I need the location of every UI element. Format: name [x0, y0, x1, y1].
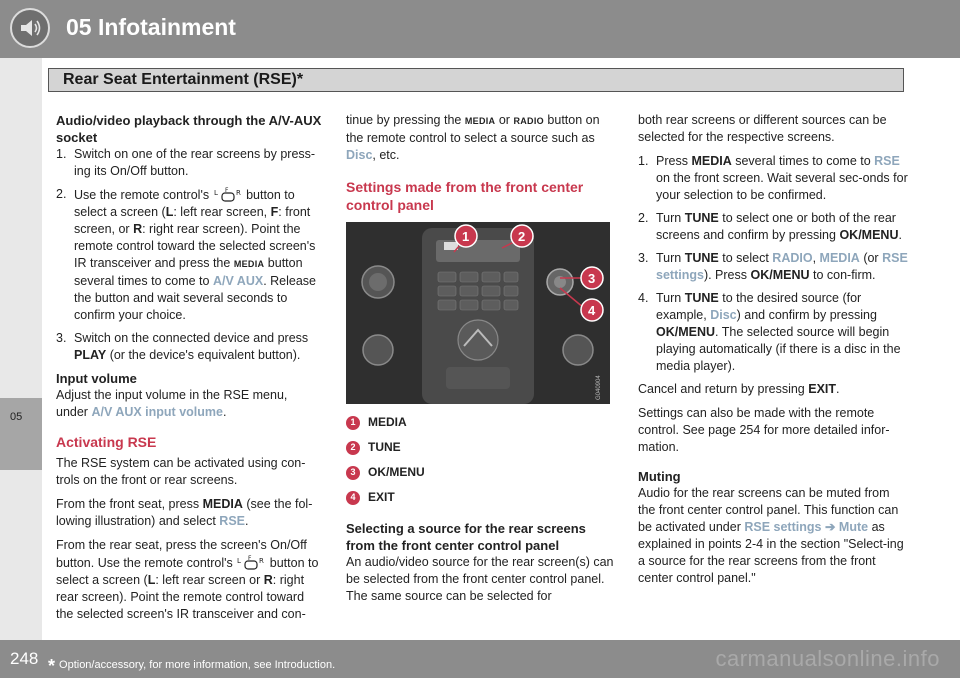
list-item: 4. Turn TUNE to the desired source (for example, Disc) and confirm by pressing OK/MENU. The selected source will begin playing automatically (if there is a disc in the media player). — [638, 291, 901, 373]
callout-3: 3 — [588, 271, 596, 286]
arrow-right-icon: ➔ — [824, 520, 836, 534]
heading-muting: Muting — [638, 469, 681, 484]
column-1 — [56, 112, 322, 630]
heading-select-source: Selecting a source for the rear screens from the front center control panel — [346, 521, 586, 553]
chapter-tab — [0, 398, 42, 470]
paragraph: The RSE system can be activated using con-trols on the front or rear screens. — [56, 456, 306, 487]
chapter-title: 05 Infotainment — [66, 14, 236, 40]
watermark: carmanualsonline.info — [715, 646, 940, 671]
callout-bullet: 3 — [346, 466, 360, 480]
list-item: 2. Turn TUNE to select one or both of the rear screens and confirm by pressing OK/MENU. — [638, 211, 902, 242]
paragraph: Adjust the input volume in the RSE menu, under A/V AUX input volume. — [56, 388, 288, 419]
remote-control-icon — [213, 186, 243, 202]
page-footer — [0, 640, 960, 678]
paragraph: tinue by pressing the MEDIA or RADIO button on the remote control to select a source such as Disc, etc. — [346, 113, 600, 162]
footnote: * Option/accessory, for more information, see Introduction. — [48, 656, 336, 676]
legend-item: 2 TUNE — [346, 439, 614, 456]
heading-front-panel-settings: Settings made from the front center control panel — [346, 179, 584, 213]
remote-control-icon — [236, 554, 266, 570]
page-number: 248 — [10, 649, 39, 668]
heading-av-aux: Audio/video playback through the A/V-AUX socket — [56, 113, 322, 145]
svg-text:L: L — [213, 189, 218, 197]
av-aux-steps — [56, 146, 322, 364]
callout-bullet: 2 — [346, 441, 360, 455]
chapter-header — [0, 0, 960, 58]
heading-activating-rse: Activating RSE — [56, 434, 157, 450]
figure-code: G040904 — [596, 375, 602, 400]
svg-text:F: F — [224, 187, 229, 194]
list-item: 3. Turn TUNE to select RADIO, MEDIA (or RSE settings). Press OK/MENU to con-firm. — [638, 251, 908, 282]
paragraph: From the front seat, press MEDIA (see the fol-lowing illustration) and select RSE. — [56, 497, 313, 528]
control-panel-photo — [346, 222, 610, 404]
svg-text:F: F — [248, 555, 252, 562]
paragraph: Cancel and return by pressing EXIT. — [638, 382, 840, 396]
paragraph: Settings can also be made with the remote control. See page 254 for more detailed infor-mation. — [638, 406, 890, 454]
legend-item: 3 OK/MENU — [346, 464, 614, 481]
chapter-tab-label: 05 — [10, 411, 23, 423]
column-3 — [638, 112, 908, 594]
svg-text:L: L — [237, 557, 242, 565]
list-item: 2. Use the remote control's L F R button to select a screen (L: left rear screen, F: front screen, or R: right rear screen). Point the remote control toward the selected screen's IR transceiver and press the MEDIA button several times to come to A/V AUX. Release the button and wait several seconds to confirm your choice. — [56, 187, 317, 322]
heading-input-volume: Input volume — [56, 371, 137, 386]
section-header — [48, 68, 904, 92]
speaker-icon — [10, 8, 50, 48]
paragraph: both rear screens or different sources can be selected for the respective screens. — [638, 113, 887, 144]
list-item: 1. Press MEDIA several times to come to RSE on the front screen. Wait several sec-onds for your selection to be confirmed. — [638, 154, 908, 202]
svg-text:R: R — [235, 189, 241, 197]
callout-bullet: 4 — [346, 491, 360, 505]
paragraph: Audio for the rear screens can be muted from the front center control panel. This function can be activated under RSE settings ➔ Mute as explained in points 2-4 in the section "Select-ing a source for the rear screens from the front center control panel." — [638, 486, 904, 585]
callout-2: 2 — [518, 229, 526, 244]
paragraph: An audio/video source for the rear screen(s) can be selected from the front center control panel. The same source can be selected for — [346, 555, 614, 603]
select-source-steps — [638, 153, 908, 375]
list-item: 1. Switch on one of the rear screens by press-ing its On/Off button. — [56, 147, 316, 178]
paragraph: From the rear seat, press the screen's On/Off button. Use the remote control's L F R button to select a screen (L: left rear screen or R: right rear screen). Point the remote control toward the selected screen's IR transceiver and con- — [56, 538, 319, 621]
svg-text:R: R — [259, 557, 265, 565]
legend-item: 4 EXIT — [346, 489, 614, 506]
sidebar — [0, 58, 42, 640]
callout-4: 4 — [588, 303, 596, 318]
callout-bullet: 1 — [346, 416, 360, 430]
column-2 — [346, 112, 614, 612]
legend-item: 1 MEDIA — [346, 414, 614, 431]
list-item: 3. Switch on the connected device and press PLAY (or the device's equivalent button). — [56, 331, 309, 362]
callout-1: 1 — [462, 229, 470, 244]
section-title: Rear Seat Entertainment (RSE)* — [63, 71, 304, 88]
